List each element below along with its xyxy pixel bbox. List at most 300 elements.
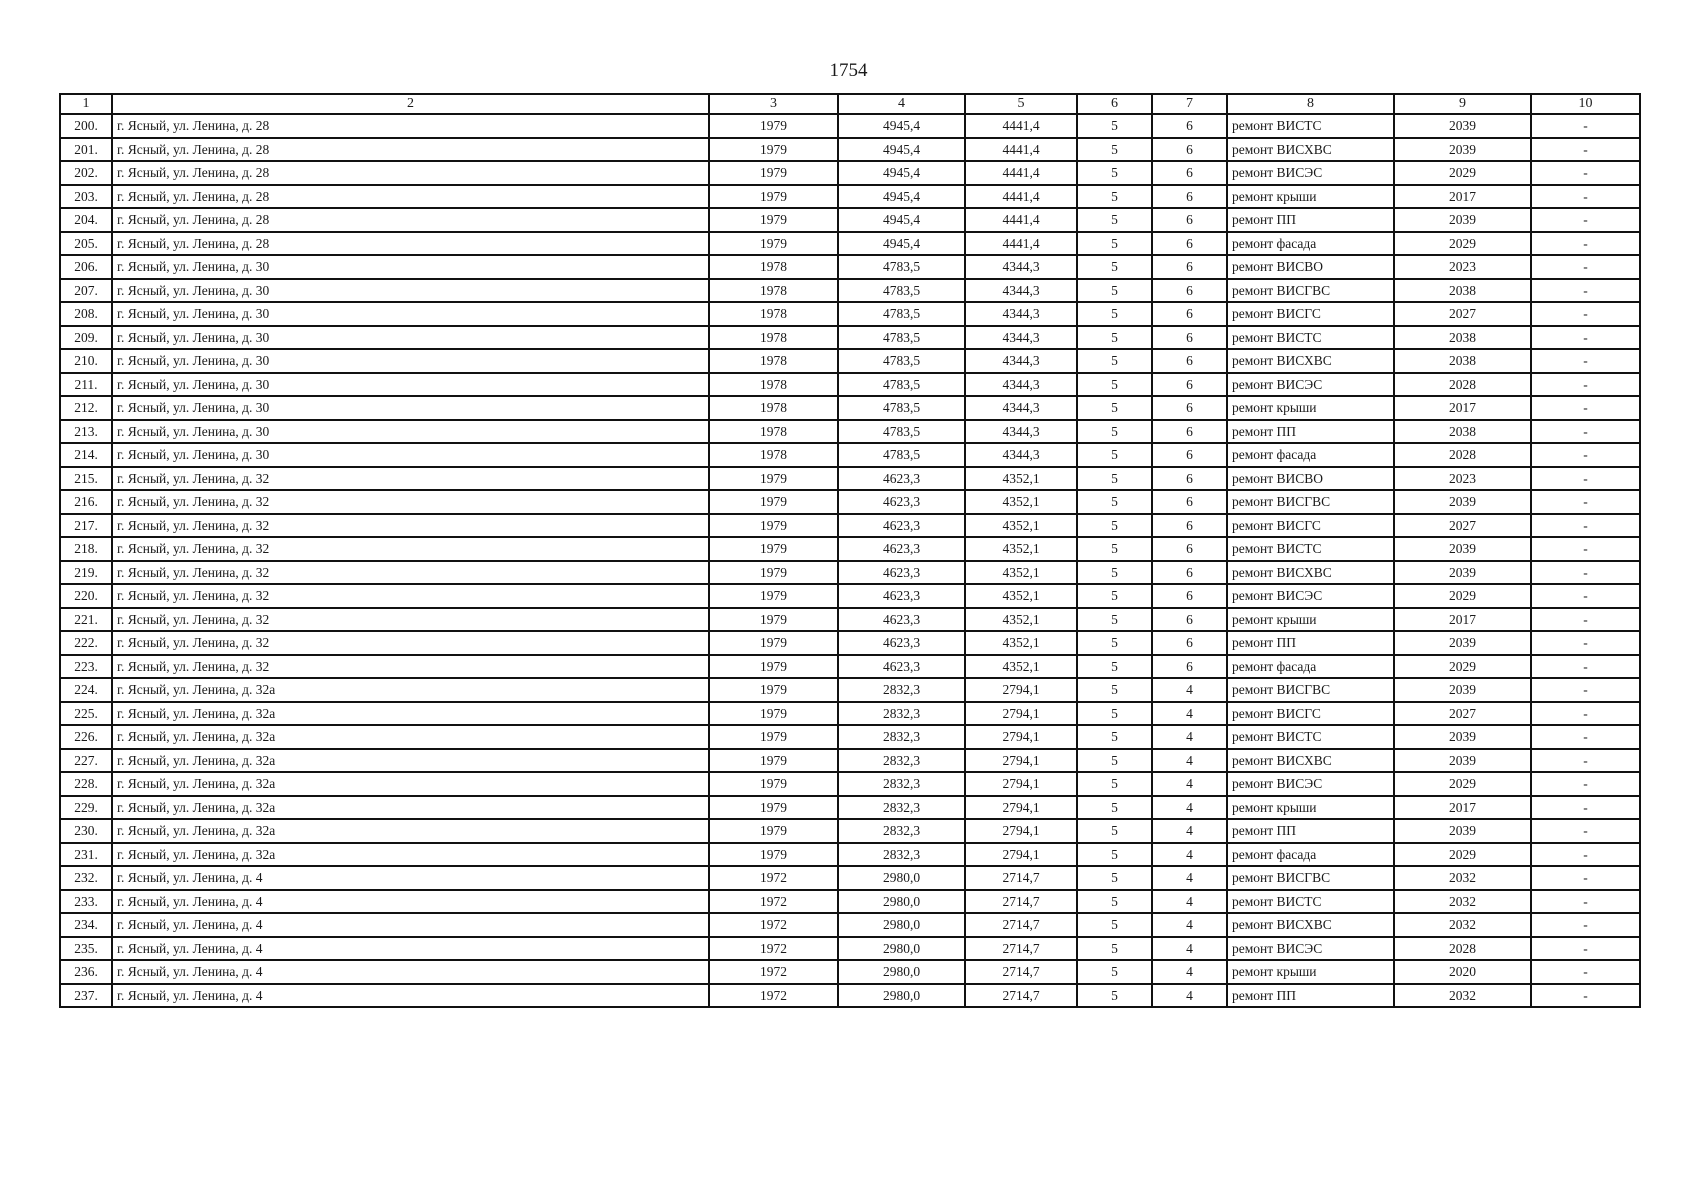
row-number-cell: 206. bbox=[60, 255, 112, 279]
floors-cell: 5 bbox=[1077, 490, 1152, 514]
entrances-cell: 4 bbox=[1152, 772, 1227, 796]
floors-cell: 5 bbox=[1077, 279, 1152, 303]
living-area-cell: 4441,4 bbox=[965, 138, 1077, 162]
year-cell: 1979 bbox=[709, 467, 838, 491]
plan-year-cell: 2017 bbox=[1394, 396, 1531, 420]
total-area-cell: 2980,0 bbox=[838, 890, 965, 914]
total-area-cell: 4945,4 bbox=[838, 138, 965, 162]
floors-cell: 5 bbox=[1077, 772, 1152, 796]
total-area-cell: 4623,3 bbox=[838, 490, 965, 514]
row-number-cell: 231. bbox=[60, 843, 112, 867]
floors-cell: 5 bbox=[1077, 185, 1152, 209]
plan-year-cell: 2027 bbox=[1394, 702, 1531, 726]
row-number-cell: 209. bbox=[60, 326, 112, 350]
total-area-cell: 4945,4 bbox=[838, 161, 965, 185]
table-row bbox=[60, 185, 1640, 209]
total-area-cell: 2980,0 bbox=[838, 866, 965, 890]
total-area-cell: 2980,0 bbox=[838, 960, 965, 984]
table-row bbox=[60, 420, 1640, 444]
table-row bbox=[60, 984, 1640, 1008]
total-area-cell: 4783,5 bbox=[838, 443, 965, 467]
table-row bbox=[60, 138, 1640, 162]
row-number-cell: 233. bbox=[60, 890, 112, 914]
row-number-cell: 203. bbox=[60, 185, 112, 209]
row-number-cell: 216. bbox=[60, 490, 112, 514]
living-area-cell: 4344,3 bbox=[965, 443, 1077, 467]
year-cell: 1979 bbox=[709, 655, 838, 679]
entrances-cell: 4 bbox=[1152, 725, 1227, 749]
entrances-cell: 6 bbox=[1152, 443, 1227, 467]
address-cell: г. Ясный, ул. Ленина, д. 32а bbox=[112, 702, 709, 726]
address-cell: г. Ясный, ул. Ленина, д. 32а bbox=[112, 772, 709, 796]
entrances-cell: 4 bbox=[1152, 796, 1227, 820]
floors-cell: 5 bbox=[1077, 537, 1152, 561]
row-number-cell: 229. bbox=[60, 796, 112, 820]
work-type-cell: ремонт фасада bbox=[1227, 232, 1394, 256]
address-cell: г. Ясный, ул. Ленина, д. 30 bbox=[112, 255, 709, 279]
row-number-cell: 237. bbox=[60, 984, 112, 1008]
plan-year-cell: 2039 bbox=[1394, 138, 1531, 162]
year-cell: 1979 bbox=[709, 138, 838, 162]
living-area-cell: 4352,1 bbox=[965, 655, 1077, 679]
total-area-cell: 2832,3 bbox=[838, 772, 965, 796]
floors-cell: 5 bbox=[1077, 984, 1152, 1008]
note-cell: - bbox=[1531, 796, 1640, 820]
entrances-cell: 6 bbox=[1152, 490, 1227, 514]
note-cell: - bbox=[1531, 702, 1640, 726]
living-area-cell: 4344,3 bbox=[965, 302, 1077, 326]
row-number-cell: 200. bbox=[60, 114, 112, 138]
entrances-cell: 6 bbox=[1152, 467, 1227, 491]
floors-cell: 5 bbox=[1077, 749, 1152, 773]
note-cell: - bbox=[1531, 373, 1640, 397]
address-cell: г. Ясный, ул. Ленина, д. 32 bbox=[112, 467, 709, 491]
work-type-cell: ремонт ВИСГВС bbox=[1227, 866, 1394, 890]
column-header: 9 bbox=[1394, 94, 1531, 114]
table-row bbox=[60, 796, 1640, 820]
plan-year-cell: 2039 bbox=[1394, 725, 1531, 749]
address-cell: г. Ясный, ул. Ленина, д. 30 bbox=[112, 373, 709, 397]
row-number-cell: 208. bbox=[60, 302, 112, 326]
address-cell: г. Ясный, ул. Ленина, д. 30 bbox=[112, 443, 709, 467]
address-cell: г. Ясный, ул. Ленина, д. 4 bbox=[112, 984, 709, 1008]
living-area-cell: 4352,1 bbox=[965, 608, 1077, 632]
column-header: 7 bbox=[1152, 94, 1227, 114]
plan-year-cell: 2020 bbox=[1394, 960, 1531, 984]
table-row bbox=[60, 114, 1640, 138]
floors-cell: 5 bbox=[1077, 631, 1152, 655]
note-cell: - bbox=[1531, 255, 1640, 279]
total-area-cell: 4945,4 bbox=[838, 232, 965, 256]
plan-year-cell: 2027 bbox=[1394, 514, 1531, 538]
row-number-cell: 236. bbox=[60, 960, 112, 984]
table-row bbox=[60, 960, 1640, 984]
total-area-cell: 4623,3 bbox=[838, 514, 965, 538]
year-cell: 1978 bbox=[709, 255, 838, 279]
living-area-cell: 4352,1 bbox=[965, 467, 1077, 491]
entrances-cell: 4 bbox=[1152, 913, 1227, 937]
year-cell: 1978 bbox=[709, 279, 838, 303]
plan-year-cell: 2039 bbox=[1394, 537, 1531, 561]
note-cell: - bbox=[1531, 725, 1640, 749]
total-area-cell: 4945,4 bbox=[838, 185, 965, 209]
total-area-cell: 4945,4 bbox=[838, 114, 965, 138]
entrances-cell: 6 bbox=[1152, 608, 1227, 632]
total-area-cell: 4783,5 bbox=[838, 279, 965, 303]
work-type-cell: ремонт ПП bbox=[1227, 208, 1394, 232]
year-cell: 1979 bbox=[709, 232, 838, 256]
plan-year-cell: 2039 bbox=[1394, 678, 1531, 702]
row-number-cell: 232. bbox=[60, 866, 112, 890]
entrances-cell: 6 bbox=[1152, 302, 1227, 326]
note-cell: - bbox=[1531, 561, 1640, 585]
note-cell: - bbox=[1531, 514, 1640, 538]
living-area-cell: 2714,7 bbox=[965, 890, 1077, 914]
living-area-cell: 4352,1 bbox=[965, 490, 1077, 514]
row-number-cell: 213. bbox=[60, 420, 112, 444]
floors-cell: 5 bbox=[1077, 232, 1152, 256]
entrances-cell: 6 bbox=[1152, 232, 1227, 256]
work-type-cell: ремонт ВИСТС bbox=[1227, 326, 1394, 350]
year-cell: 1979 bbox=[709, 584, 838, 608]
floors-cell: 5 bbox=[1077, 937, 1152, 961]
address-cell: г. Ясный, ул. Ленина, д. 32 bbox=[112, 631, 709, 655]
entrances-cell: 6 bbox=[1152, 631, 1227, 655]
floors-cell: 5 bbox=[1077, 584, 1152, 608]
work-type-cell: ремонт ВИСЭС bbox=[1227, 937, 1394, 961]
year-cell: 1979 bbox=[709, 796, 838, 820]
work-type-cell: ремонт ВИСВО bbox=[1227, 467, 1394, 491]
row-number-cell: 224. bbox=[60, 678, 112, 702]
living-area-cell: 2794,1 bbox=[965, 796, 1077, 820]
note-cell: - bbox=[1531, 349, 1640, 373]
plan-year-cell: 2028 bbox=[1394, 373, 1531, 397]
row-number-cell: 228. bbox=[60, 772, 112, 796]
total-area-cell: 2980,0 bbox=[838, 937, 965, 961]
total-area-cell: 4783,5 bbox=[838, 326, 965, 350]
note-cell: - bbox=[1531, 490, 1640, 514]
address-cell: г. Ясный, ул. Ленина, д. 32 bbox=[112, 537, 709, 561]
plan-year-cell: 2017 bbox=[1394, 796, 1531, 820]
entrances-cell: 4 bbox=[1152, 960, 1227, 984]
total-area-cell: 2980,0 bbox=[838, 984, 965, 1008]
note-cell: - bbox=[1531, 114, 1640, 138]
work-type-cell: ремонт ВИСТС bbox=[1227, 114, 1394, 138]
note-cell: - bbox=[1531, 279, 1640, 303]
table-row bbox=[60, 655, 1640, 679]
floors-cell: 5 bbox=[1077, 913, 1152, 937]
row-number-cell: 220. bbox=[60, 584, 112, 608]
living-area-cell: 2794,1 bbox=[965, 678, 1077, 702]
plan-year-cell: 2027 bbox=[1394, 302, 1531, 326]
living-area-cell: 4344,3 bbox=[965, 279, 1077, 303]
address-cell: г. Ясный, ул. Ленина, д. 32а bbox=[112, 819, 709, 843]
floors-cell: 5 bbox=[1077, 890, 1152, 914]
note-cell: - bbox=[1531, 302, 1640, 326]
year-cell: 1978 bbox=[709, 302, 838, 326]
note-cell: - bbox=[1531, 984, 1640, 1008]
year-cell: 1979 bbox=[709, 514, 838, 538]
year-cell: 1979 bbox=[709, 749, 838, 773]
entrances-cell: 6 bbox=[1152, 185, 1227, 209]
floors-cell: 5 bbox=[1077, 302, 1152, 326]
total-area-cell: 4783,5 bbox=[838, 349, 965, 373]
note-cell: - bbox=[1531, 584, 1640, 608]
address-cell: г. Ясный, ул. Ленина, д. 32а bbox=[112, 796, 709, 820]
work-type-cell: ремонт ВИСХВС bbox=[1227, 138, 1394, 162]
note-cell: - bbox=[1531, 232, 1640, 256]
work-type-cell: ремонт ВИСЭС bbox=[1227, 584, 1394, 608]
year-cell: 1979 bbox=[709, 208, 838, 232]
column-header: 6 bbox=[1077, 94, 1152, 114]
entrances-cell: 4 bbox=[1152, 866, 1227, 890]
row-number-cell: 210. bbox=[60, 349, 112, 373]
year-cell: 1979 bbox=[709, 185, 838, 209]
note-cell: - bbox=[1531, 819, 1640, 843]
row-number-cell: 226. bbox=[60, 725, 112, 749]
year-cell: 1972 bbox=[709, 866, 838, 890]
plan-year-cell: 2029 bbox=[1394, 772, 1531, 796]
floors-cell: 5 bbox=[1077, 796, 1152, 820]
table-row bbox=[60, 561, 1640, 585]
note-cell: - bbox=[1531, 138, 1640, 162]
work-type-cell: ремонт фасада bbox=[1227, 843, 1394, 867]
note-cell: - bbox=[1531, 608, 1640, 632]
total-area-cell: 2832,3 bbox=[838, 796, 965, 820]
floors-cell: 5 bbox=[1077, 467, 1152, 491]
entrances-cell: 4 bbox=[1152, 984, 1227, 1008]
address-cell: г. Ясный, ул. Ленина, д. 28 bbox=[112, 138, 709, 162]
floors-cell: 5 bbox=[1077, 208, 1152, 232]
plan-year-cell: 2017 bbox=[1394, 608, 1531, 632]
repair-schedule-table bbox=[59, 93, 1641, 1008]
note-cell: - bbox=[1531, 631, 1640, 655]
row-number-cell: 234. bbox=[60, 913, 112, 937]
work-type-cell: ремонт ВИСТС bbox=[1227, 725, 1394, 749]
living-area-cell: 4441,4 bbox=[965, 232, 1077, 256]
address-cell: г. Ясный, ул. Ленина, д. 30 bbox=[112, 302, 709, 326]
address-cell: г. Ясный, ул. Ленина, д. 30 bbox=[112, 279, 709, 303]
year-cell: 1972 bbox=[709, 913, 838, 937]
year-cell: 1978 bbox=[709, 349, 838, 373]
living-area-cell: 2794,1 bbox=[965, 772, 1077, 796]
address-cell: г. Ясный, ул. Ленина, д. 4 bbox=[112, 890, 709, 914]
living-area-cell: 4441,4 bbox=[965, 208, 1077, 232]
table-row bbox=[60, 349, 1640, 373]
total-area-cell: 2832,3 bbox=[838, 702, 965, 726]
work-type-cell: ремонт крыши bbox=[1227, 796, 1394, 820]
table-row bbox=[60, 772, 1640, 796]
address-cell: г. Ясный, ул. Ленина, д. 28 bbox=[112, 185, 709, 209]
living-area-cell: 2714,7 bbox=[965, 937, 1077, 961]
plan-year-cell: 2032 bbox=[1394, 866, 1531, 890]
address-cell: г. Ясный, ул. Ленина, д. 32а bbox=[112, 843, 709, 867]
living-area-cell: 2794,1 bbox=[965, 843, 1077, 867]
living-area-cell: 2714,7 bbox=[965, 913, 1077, 937]
floors-cell: 5 bbox=[1077, 396, 1152, 420]
entrances-cell: 6 bbox=[1152, 255, 1227, 279]
work-type-cell: ремонт ВИСГС bbox=[1227, 702, 1394, 726]
living-area-cell: 4344,3 bbox=[965, 396, 1077, 420]
address-cell: г. Ясный, ул. Ленина, д. 30 bbox=[112, 396, 709, 420]
table-row bbox=[60, 843, 1640, 867]
work-type-cell: ремонт крыши bbox=[1227, 608, 1394, 632]
address-cell: г. Ясный, ул. Ленина, д. 32 bbox=[112, 514, 709, 538]
work-type-cell: ремонт ВИСЭС bbox=[1227, 161, 1394, 185]
entrances-cell: 6 bbox=[1152, 373, 1227, 397]
work-type-cell: ремонт ВИСХВС bbox=[1227, 349, 1394, 373]
total-area-cell: 2832,3 bbox=[838, 725, 965, 749]
table-row bbox=[60, 608, 1640, 632]
floors-cell: 5 bbox=[1077, 349, 1152, 373]
year-cell: 1979 bbox=[709, 631, 838, 655]
living-area-cell: 4352,1 bbox=[965, 537, 1077, 561]
total-area-cell: 4783,5 bbox=[838, 302, 965, 326]
table-row bbox=[60, 937, 1640, 961]
floors-cell: 5 bbox=[1077, 678, 1152, 702]
living-area-cell: 4352,1 bbox=[965, 514, 1077, 538]
column-header: 4 bbox=[838, 94, 965, 114]
floors-cell: 5 bbox=[1077, 843, 1152, 867]
address-cell: г. Ясный, ул. Ленина, д. 30 bbox=[112, 420, 709, 444]
table-row bbox=[60, 584, 1640, 608]
total-area-cell: 4783,5 bbox=[838, 396, 965, 420]
entrances-cell: 6 bbox=[1152, 561, 1227, 585]
work-type-cell: ремонт ВИСЭС bbox=[1227, 772, 1394, 796]
address-cell: г. Ясный, ул. Ленина, д. 32 bbox=[112, 584, 709, 608]
floors-cell: 5 bbox=[1077, 373, 1152, 397]
plan-year-cell: 2038 bbox=[1394, 279, 1531, 303]
floors-cell: 5 bbox=[1077, 161, 1152, 185]
entrances-cell: 6 bbox=[1152, 161, 1227, 185]
page-number: 1754 bbox=[829, 60, 868, 81]
column-header: 3 bbox=[709, 94, 838, 114]
table-row bbox=[60, 232, 1640, 256]
row-number-cell: 202. bbox=[60, 161, 112, 185]
column-header: 10 bbox=[1531, 94, 1640, 114]
living-area-cell: 4352,1 bbox=[965, 631, 1077, 655]
address-cell: г. Ясный, ул. Ленина, д. 4 bbox=[112, 960, 709, 984]
plan-year-cell: 2017 bbox=[1394, 185, 1531, 209]
note-cell: - bbox=[1531, 913, 1640, 937]
address-cell: г. Ясный, ул. Ленина, д. 4 bbox=[112, 937, 709, 961]
year-cell: 1979 bbox=[709, 490, 838, 514]
plan-year-cell: 2039 bbox=[1394, 819, 1531, 843]
note-cell: - bbox=[1531, 467, 1640, 491]
entrances-cell: 6 bbox=[1152, 279, 1227, 303]
plan-year-cell: 2039 bbox=[1394, 749, 1531, 773]
total-area-cell: 4783,5 bbox=[838, 373, 965, 397]
year-cell: 1979 bbox=[709, 725, 838, 749]
living-area-cell: 4441,4 bbox=[965, 161, 1077, 185]
row-number-cell: 217. bbox=[60, 514, 112, 538]
work-type-cell: ремонт ВИСГС bbox=[1227, 302, 1394, 326]
row-number-cell: 207. bbox=[60, 279, 112, 303]
plan-year-cell: 2032 bbox=[1394, 984, 1531, 1008]
total-area-cell: 4623,3 bbox=[838, 608, 965, 632]
total-area-cell: 2832,3 bbox=[838, 819, 965, 843]
plan-year-cell: 2023 bbox=[1394, 255, 1531, 279]
work-type-cell: ремонт ВИСГВС bbox=[1227, 490, 1394, 514]
column-header: 2 bbox=[112, 94, 709, 114]
plan-year-cell: 2029 bbox=[1394, 655, 1531, 679]
total-area-cell: 4945,4 bbox=[838, 208, 965, 232]
table-row bbox=[60, 913, 1640, 937]
table-row bbox=[60, 396, 1640, 420]
total-area-cell: 4623,3 bbox=[838, 467, 965, 491]
plan-year-cell: 2038 bbox=[1394, 349, 1531, 373]
floors-cell: 5 bbox=[1077, 420, 1152, 444]
plan-year-cell: 2039 bbox=[1394, 208, 1531, 232]
year-cell: 1979 bbox=[709, 114, 838, 138]
year-cell: 1979 bbox=[709, 702, 838, 726]
header-row bbox=[60, 94, 1640, 114]
note-cell: - bbox=[1531, 396, 1640, 420]
work-type-cell: ремонт ВИСТС bbox=[1227, 537, 1394, 561]
living-area-cell: 4344,3 bbox=[965, 373, 1077, 397]
year-cell: 1978 bbox=[709, 373, 838, 397]
living-area-cell: 4344,3 bbox=[965, 420, 1077, 444]
work-type-cell: ремонт крыши bbox=[1227, 960, 1394, 984]
entrances-cell: 4 bbox=[1152, 937, 1227, 961]
row-number-cell: 230. bbox=[60, 819, 112, 843]
plan-year-cell: 2039 bbox=[1394, 114, 1531, 138]
work-type-cell: ремонт ВИСЭС bbox=[1227, 373, 1394, 397]
living-area-cell: 2714,7 bbox=[965, 984, 1077, 1008]
entrances-cell: 4 bbox=[1152, 890, 1227, 914]
entrances-cell: 4 bbox=[1152, 843, 1227, 867]
living-area-cell: 4352,1 bbox=[965, 584, 1077, 608]
total-area-cell: 4623,3 bbox=[838, 655, 965, 679]
table-row bbox=[60, 749, 1640, 773]
plan-year-cell: 2029 bbox=[1394, 232, 1531, 256]
year-cell: 1978 bbox=[709, 420, 838, 444]
work-type-cell: ремонт ВИСХВС bbox=[1227, 561, 1394, 585]
floors-cell: 5 bbox=[1077, 326, 1152, 350]
note-cell: - bbox=[1531, 326, 1640, 350]
work-type-cell: ремонт фасада bbox=[1227, 655, 1394, 679]
living-area-cell: 2794,1 bbox=[965, 749, 1077, 773]
work-type-cell: ремонт ВИСХВС bbox=[1227, 749, 1394, 773]
total-area-cell: 4623,3 bbox=[838, 561, 965, 585]
entrances-cell: 6 bbox=[1152, 584, 1227, 608]
total-area-cell: 2832,3 bbox=[838, 749, 965, 773]
total-area-cell: 2832,3 bbox=[838, 678, 965, 702]
address-cell: г. Ясный, ул. Ленина, д. 30 bbox=[112, 326, 709, 350]
note-cell: - bbox=[1531, 960, 1640, 984]
floors-cell: 5 bbox=[1077, 608, 1152, 632]
row-number-cell: 222. bbox=[60, 631, 112, 655]
living-area-cell: 4352,1 bbox=[965, 561, 1077, 585]
floors-cell: 5 bbox=[1077, 725, 1152, 749]
floors-cell: 5 bbox=[1077, 819, 1152, 843]
address-cell: г. Ясный, ул. Ленина, д. 28 bbox=[112, 161, 709, 185]
note-cell: - bbox=[1531, 937, 1640, 961]
row-number-cell: 223. bbox=[60, 655, 112, 679]
plan-year-cell: 2032 bbox=[1394, 890, 1531, 914]
floors-cell: 5 bbox=[1077, 114, 1152, 138]
table-row bbox=[60, 702, 1640, 726]
entrances-cell: 6 bbox=[1152, 208, 1227, 232]
work-type-cell: ремонт ВИСВО bbox=[1227, 255, 1394, 279]
floors-cell: 5 bbox=[1077, 138, 1152, 162]
table-row bbox=[60, 373, 1640, 397]
address-cell: г. Ясный, ул. Ленина, д. 28 bbox=[112, 114, 709, 138]
year-cell: 1979 bbox=[709, 678, 838, 702]
floors-cell: 5 bbox=[1077, 960, 1152, 984]
floors-cell: 5 bbox=[1077, 866, 1152, 890]
year-cell: 1978 bbox=[709, 396, 838, 420]
